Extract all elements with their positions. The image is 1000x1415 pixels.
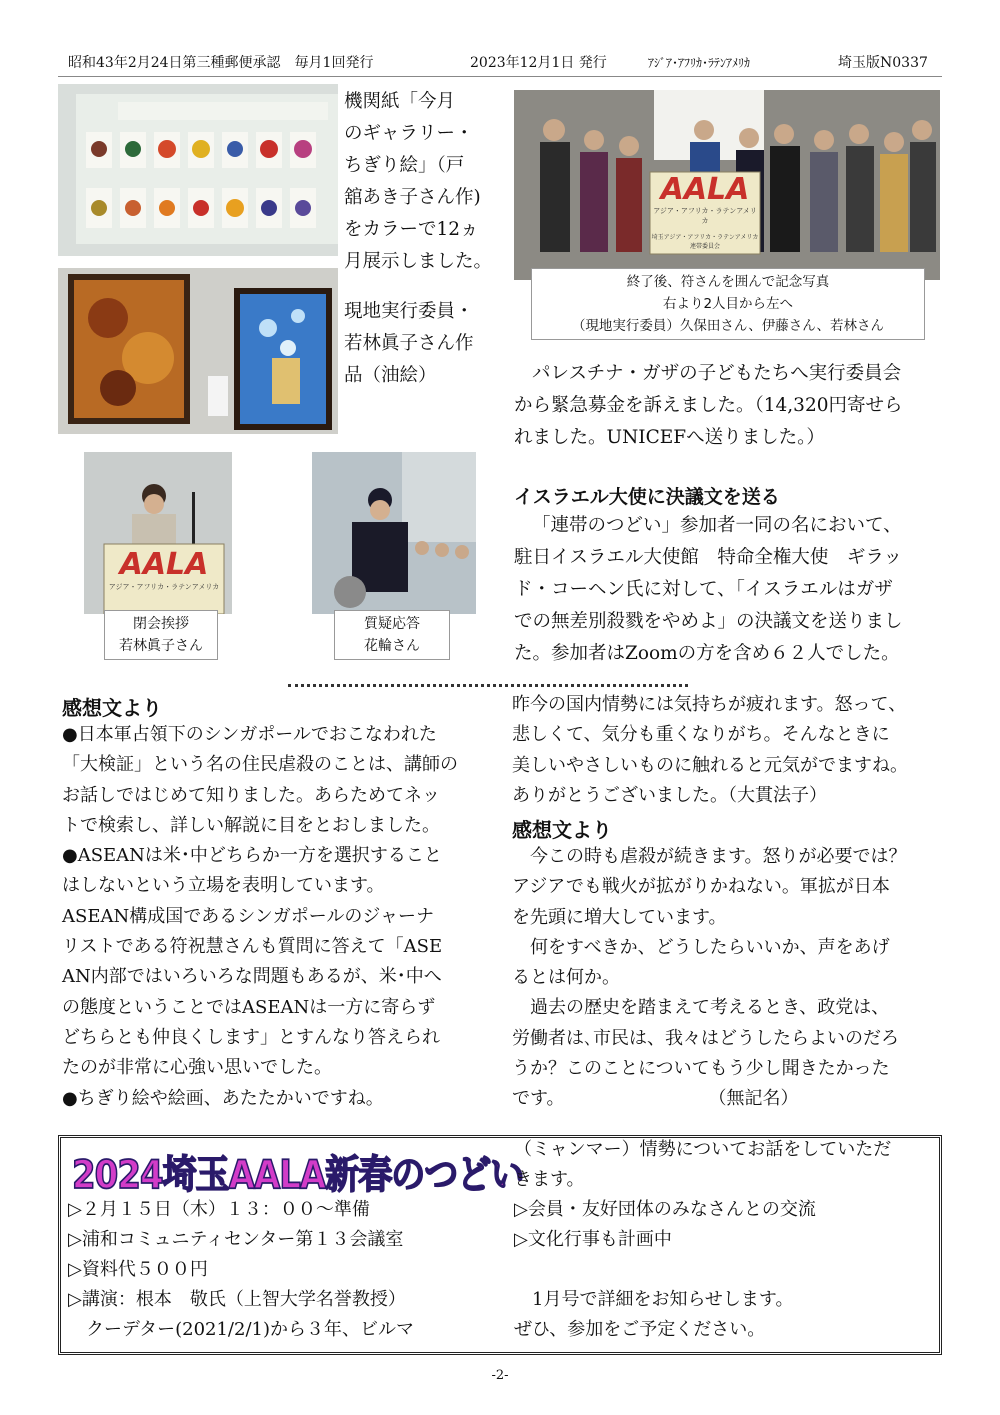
edition: 埼玉版N0337 xyxy=(838,55,928,71)
sign-subtitle: アジア・アフリカ・ラテンアメリカ xyxy=(653,207,757,225)
issue-date: 2023年12月1日 発行 xyxy=(470,55,607,71)
sign-org: 埼玉アジア・アフリカ・ラテンアメリカ連帯委員会 xyxy=(651,234,759,250)
header-rule xyxy=(58,76,942,77)
palestine-text: パレスチナ・ガザの子どもたちへ実行委員会 から緊急募金を訴えました。（14,320円寄せら れました。UNICEFへ送りました。） xyxy=(514,363,903,448)
closing-sign-logo: AALA xyxy=(119,547,209,582)
closing-sign-subtitle: アジア・アフリカ・ラテンアメリカ xyxy=(108,583,220,591)
closing-caption: 閉会挨拶 若林眞子さん xyxy=(104,610,218,660)
impressions-right-top: 昨今の国内情勢には気持ちが疲れます。怒って、 悲しくて、気分も重くなりがち。そんなときに 美しいやさしいものに触れると元気がでますね。 ありがとうございました。（大貫法子） xyxy=(512,694,908,806)
impressions-left-title: 感想文より xyxy=(62,696,162,720)
paintings-photo xyxy=(58,268,338,434)
gallery-photo xyxy=(58,84,338,256)
group-photo xyxy=(514,90,940,280)
page-number: -2- xyxy=(491,1368,509,1383)
impressions-right-text: 今この時も虐殺が続きます。怒りが必要では？ アジアでも戦火が拡がりかねない。軍拡が日本 を先頭に増大しています。 何をすべきか、どうしたらいいか、声をあげ るとは何か。 過去の歴史を踏まえて考えるとき、政党は、 労働者は､市民は、我々はどうしたらよいのだろ うか？このことについてもう少し聞きたかった です。 （無記名） xyxy=(512,846,907,1110)
impressions-left-text: ●日本軍占領下のシンガポールでおこなわれた 「大検証」という名の住民虐殺のことは、講師の お話しではじめて知りました。あらためてネッ トで検索し、詳しい解説に目をとおしました。 ●ASEANは米･中どちらか一方を選択すること はしないという立場を表明しています。 ASEAN構成国であるシンガポールのジャーナ リストである符祝慧さんも質問に答えて「ASE AN内部ではいろいろな問題もあるが、米･中へ の態度ということではASEANは一方に寄らず どちらとも仲良くします」とすんなり答えられ たのが非常に心強い思いでした。 ●ちぎり絵や絵画、あたたかいですね。 xyxy=(62,724,458,1109)
impressions-right-title: 感想文より xyxy=(512,818,612,842)
israel-text: 「連帯のつどい」参加者一同の名において、 駐日イスラエル大使館 特命全権大使 ギラッ ド・コーヘン氏に対して、「イスラエルはガザ での無差別殺戮をやめよ」の決議文を送りまし た。参加者はZoomの方を含め６２人でした。 xyxy=(514,515,903,664)
permit-line: 昭和43年2月24日第三種郵便承認 毎月1回発行 xyxy=(68,55,374,71)
event-left: ▷２月１５日（木）１３：００～準備 ▷浦和コミュニティセンター第１３会議室 ▷資料代５００円 ▷講演：根本 敬氏（上智大学名誉教授） クーデター(2021/2/1)から３年、ビルマ xyxy=(68,1199,414,1340)
closing-photo xyxy=(84,452,232,614)
group-caption: 終了後、符さんを囲んで記念写真 右より2人目から左へ （現地実行委員）久保田さん、伊藤さん、若林さん xyxy=(531,268,925,340)
org-name: ｱｼﾞｱ･ｱﾌﾘｶ･ﾗﾃﾝｱﾒﾘｶ xyxy=(648,56,751,70)
group-sign xyxy=(650,174,760,250)
event-right: （ミャンマー）情勢についてお話をしていただ きます。 ▷会員・友好団体のみなさんとの交流 ▷文化行事も計画中 1月号で詳細をお知らせします。 ぜひ、参加をご予定ください。 xyxy=(514,1139,892,1340)
painting-text: 現地実行委員・ 若林眞子さん作 品（油絵） xyxy=(344,301,474,386)
section-divider xyxy=(288,684,688,687)
sign-logo: AALA xyxy=(660,172,750,207)
gallery-text: 機関紙「今月 のギャラリー・ ちぎり絵」（戸 舘あき子さん作) をカラーで12ヵ 月展示しました。 xyxy=(344,91,493,272)
qa-caption: 質疑応答 花輪さん xyxy=(334,610,450,660)
event-title: 2024埼玉AALA新春のつどい xyxy=(72,1152,524,1199)
israel-title: イスラエル大使に決議文を送る xyxy=(514,486,780,508)
qa-photo xyxy=(312,452,476,614)
